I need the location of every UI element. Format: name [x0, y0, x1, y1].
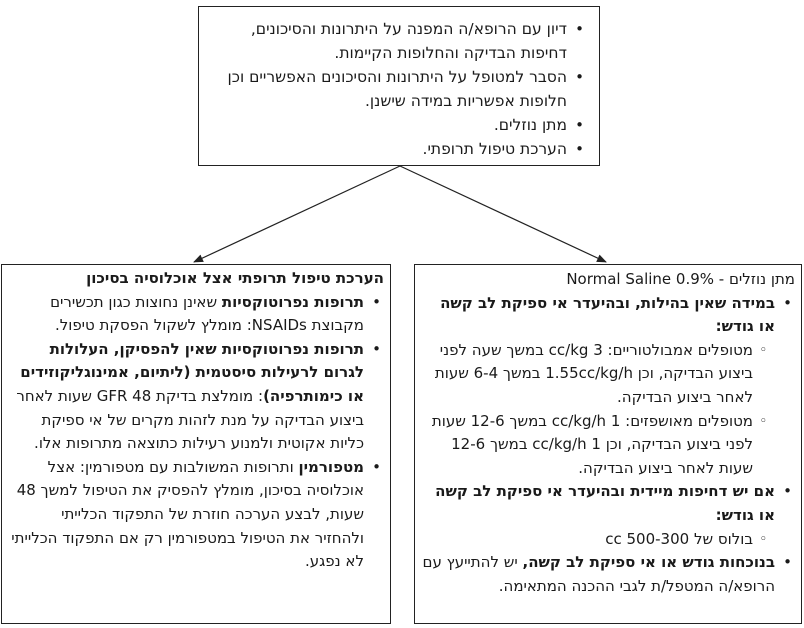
top-item-patient-explanation: • הסבר למטופל על היתרונות והסיכונים האפשריים וכן חלופות אפשריות במידה שישנן. [211, 65, 567, 113]
medication-item-text: ותרופות המשולבות עם מטפורמין: אצל אוכלוסיה בסיכון, מומלץ להפסיק את הטיפול למשך 48 שעות, לבצע הערכה חוזרת של התפקוד הכלייתי ולהחזיר את הטיפול במטפורמין רק אם התפקוד הכלייתי לא נפגע. [11, 457, 364, 571]
top-item-fluids: • מתן נוזלים. [211, 113, 567, 137]
fluids-box [414, 264, 802, 624]
fluids-list [421, 292, 795, 599]
fluids-item-title: במידה שאין בהילות, ובהיעדר אי ספיקת לב קשה או גודש: [440, 293, 775, 336]
arrow-to-left-box [194, 166, 400, 262]
top-box [198, 6, 600, 166]
top-item-discussion: • דיון עם הרופא/ה המפנה על היתרונות והסיכונים, דחיפות הבדיקה והחלופות הקיימות. [211, 17, 567, 65]
fluids-sub-ambulatory: ◦ מטופלים אמבולטוריים: 3 cc/kg במשך שעה לפני ביצוע הבדיקה, וכן 1.55cc/kg/h במשך 6-4 שעות לאחר ביצוע הבדיקה. [421, 339, 753, 410]
fluids-sub-bolus: ◦ בולוס של 500-300 cc [421, 528, 753, 552]
top-box-list [211, 17, 587, 161]
medication-item-systemic [8, 338, 364, 456]
fluids-sublist [421, 339, 775, 481]
fluids-item-title: אם יש דחיפות מיידית ובהיעדר אי ספיקת לב קשה או גודש: [435, 482, 775, 524]
medication-item-text: שאינן נחוצות כגון תכשירים מקבוצת NSAIDs: מומלץ לשקול הפסקת טיפול. [50, 292, 364, 335]
fluids-sublist [421, 528, 775, 552]
medication-item-title: תרופות נפרוטוקסיות [221, 292, 364, 311]
fluids-item-no-urgency [421, 292, 775, 481]
arrow-to-right-box [400, 166, 606, 262]
medication-item-text: : מומלצת בדיקת GFR 48 שעות לאחר ביצוע הבדיקה על מנת לזהות מקרים של אי ספיקת כליות אקוטית ולמנוע רעילות כתוצאה מתרופות אלו. [16, 386, 364, 453]
medication-review-box [1, 264, 391, 624]
fluids-item-urgent [421, 480, 775, 551]
fluids-item-congestion [421, 551, 775, 598]
top-item-medication-review: • הערכת טיפול תרופתי. [211, 137, 567, 161]
medication-review-list [8, 291, 384, 574]
fluids-sub-inpatient: ◦ מטופלים מאושפזים: 1 cc/kg/h במשך 12-6 שעות לפני ביצוע הבדיקה, וכן 1 cc/kg/h במשך 12-6 שעות לאחר ביצוע הבדיקה. [421, 410, 753, 481]
fluids-item-text: יש להתייעץ עם הרופא/ה המטפל/ת לגבי ההכנה המתאימה. [422, 553, 775, 595]
fluids-item-title: בנוכחות גודש או אי ספיקת לב קשה, [522, 553, 775, 572]
medication-review-heading: הערכת טיפול תרופתי אצל אוכלוסיה בסיכון [86, 269, 384, 287]
medication-item-metformin [8, 456, 364, 574]
medication-item-title: תרופות נפרוטוקסיות שאין להפסיקן, העלולות לגרום לרעילות סיסטמית (ליתיום, אמינוגליקוזידים או כימותרפיה) [20, 339, 364, 405]
medication-item-title: מטפורמין [298, 457, 364, 476]
fluids-heading: מתן נוזלים - Normal Saline 0.9% [566, 270, 795, 288]
medication-item-nephrotoxic [8, 291, 364, 338]
